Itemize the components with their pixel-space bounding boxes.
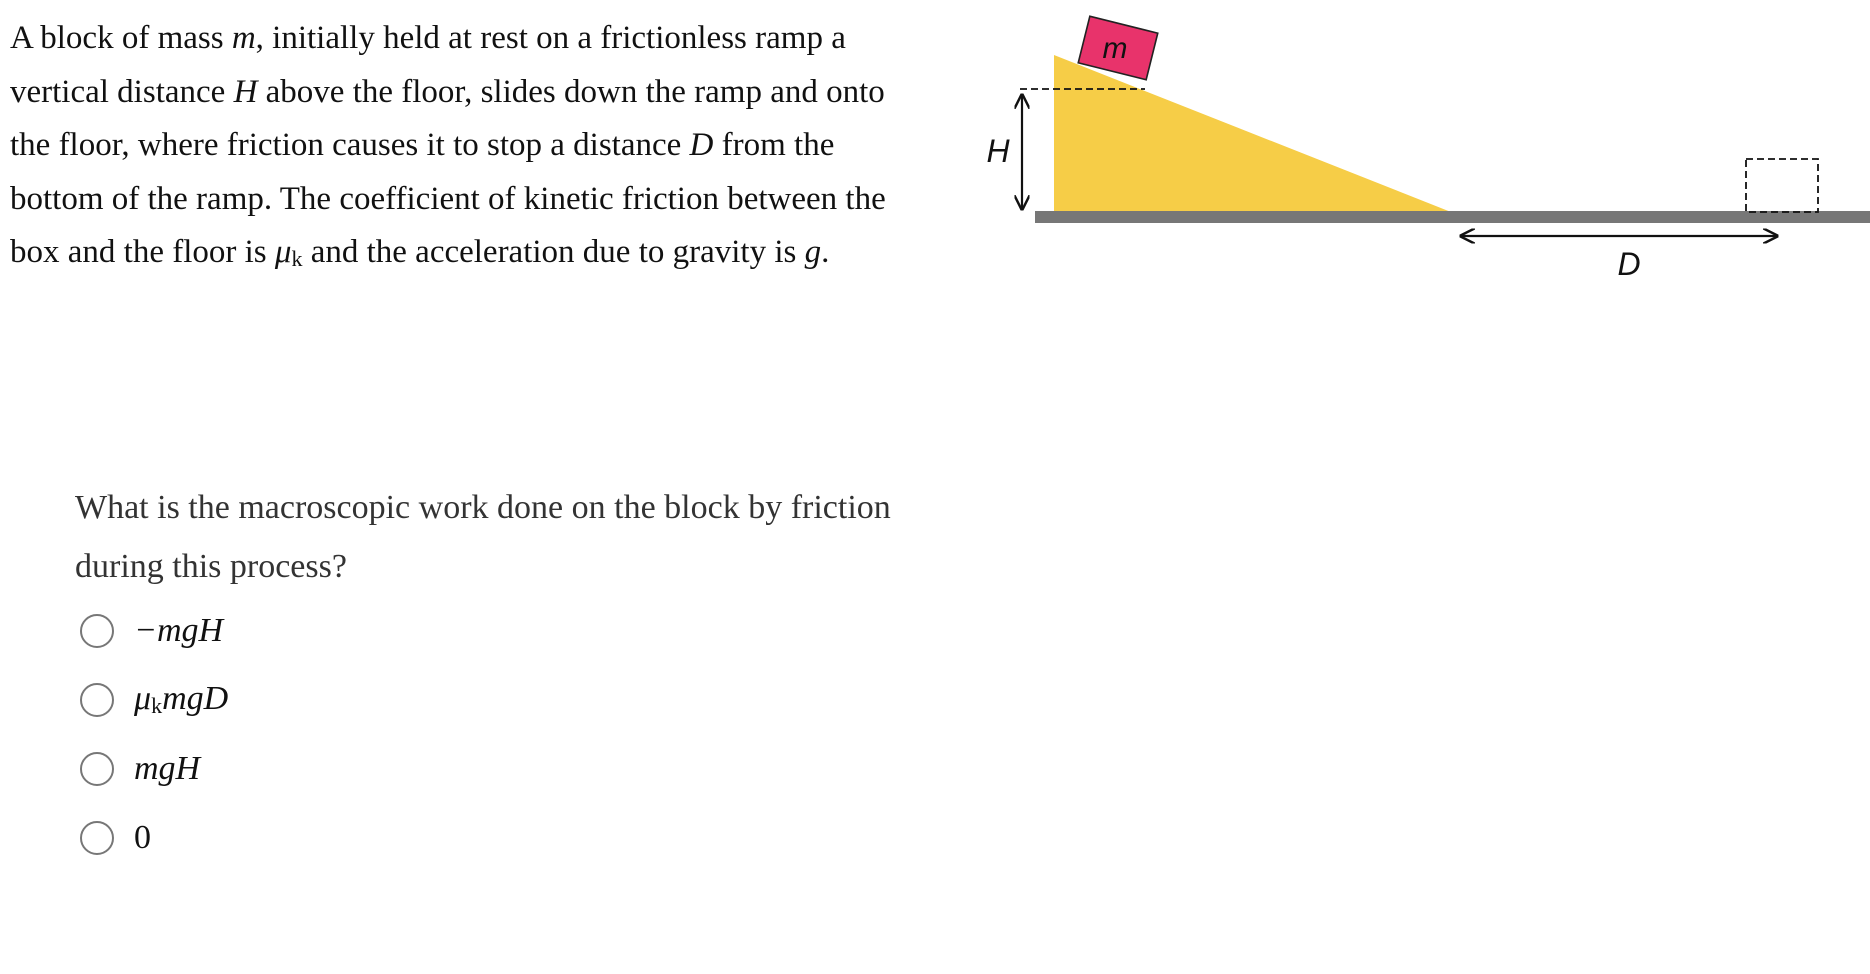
problem-text-part: above the floor, slides down the ramp and onto the floor, where friction causes it to stop a distance [10,73,885,163]
problem-statement [10,12,930,286]
final-position-outline [1746,159,1818,212]
distance-variable: D [689,127,714,163]
ramp-diagram [970,0,1870,320]
floor [1035,211,1870,223]
friction-coefficient-symbol: μ [134,680,152,717]
friction-coefficient-subscript: k [291,246,303,271]
problem-text-part: from the bottom of the ramp. The coefficient of kinetic friction between the box and the floor is [10,127,886,270]
option-label-text: mgD [162,680,229,717]
problem-text-part: , initially held at rest on a frictionless ramp a vertical distance [10,20,846,110]
option-label [134,680,228,719]
problem-text-part: . [821,234,830,270]
answer-options [80,596,228,872]
answer-option-mukmgd[interactable] [80,665,228,734]
mass-variable: m [231,20,256,56]
problem-text-part: and the acceleration due to gravity is [302,234,805,270]
option-label: −mgH [134,611,224,649]
friction-coefficient-subscript: k [151,693,163,718]
answer-option-negative-mgh[interactable] [80,596,228,665]
radio-button[interactable] [80,752,114,786]
block-label: m [1102,32,1128,65]
height-variable: H [233,73,258,110]
radio-button[interactable] [80,614,114,648]
distance-label: D [1617,246,1641,282]
option-label: mgH [134,749,201,787]
radio-button[interactable] [80,821,114,855]
gravity-variable: g [804,234,822,270]
question-text: What is the macroscopic work done on the block by friction during this process? [75,489,891,585]
radio-button[interactable] [80,683,114,717]
answer-option-zero[interactable] [80,803,228,872]
option-label: 0 [134,818,151,856]
friction-coefficient-symbol: μ [274,234,292,270]
answer-option-mgh[interactable] [80,734,228,803]
problem-text-part: A block of mass [10,20,232,56]
ramp [1054,55,1456,214]
height-label: H [986,133,1010,169]
